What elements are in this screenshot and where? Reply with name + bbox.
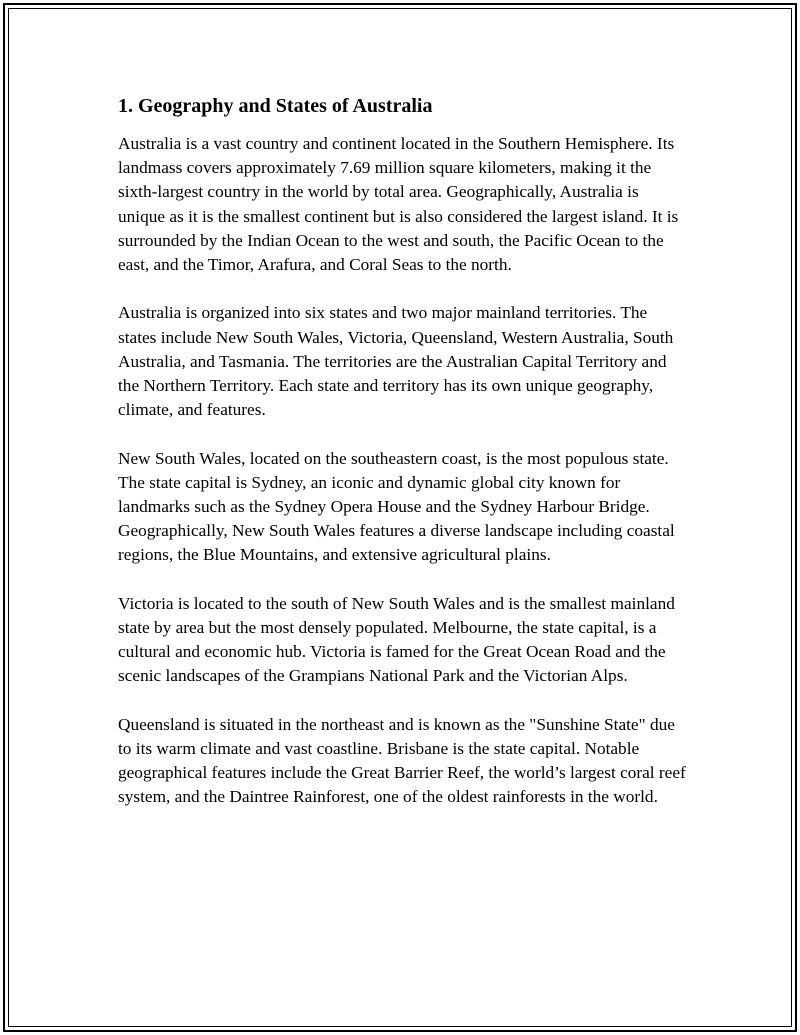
paragraph-victoria: Victoria is located to the south of New South Wales and is the smallest mainland state by area but the most densely populated. Melbourne, the state capital, is a cultural and economic hub. Victoria is famed for the Great Ocean Road and the scenic landscapes of the Grampians National Park and the Victorian Alps. <box>118 593 675 686</box>
section-heading: 1. Geography and States of Australia <box>118 95 433 117</box>
paragraph-australia-overview: Australia is a vast country and continent located in the Southern Hemisphere. Its landmass covers approximately 7.69 million square kilometers, making it the sixth-largest country in the world by total area. Geographically, Australia is unique as it is the smallest continent but is also considered the largest island. It is surrounded by the Indian Ocean to the west and south, the Pacific Ocean to the east, and the Timor, Arafura, and Coral Seas to the north. <box>118 134 679 275</box>
paragraph-states-territories: Australia is organized into six states and two major mainland territories. The states include New South Wales, Victoria, Queensland, Western Australia, South Australia, and Tasmania. The territories are the Australian Capital Territory and the Northern Territory. Each state and territory has its own unique geography, climate, and features. <box>118 303 674 420</box>
paragraph-queensland: Queensland is situated in the northeast and is known as the "Sunshine State" due to its warm climate and vast coastline. Brisbane is the state capital. Notable geographical features include the Great Barrier Reef, the world’s largest coral reef system, and the Daintree Rainforest, one of the oldest rainforests in the world. <box>118 714 686 807</box>
paragraph-new-south-wales: New South Wales, located on the southeastern coast, is the most populous state. The state capital is Sydney, an iconic and dynamic global city known for landmarks such as the Sydney Opera House and the Sydney Harbour Bridge. Geographically, New South Wales features a diverse landscape including coastal regions, the Blue Mountains, and extensive agricultural plains. <box>118 448 675 565</box>
document-body <box>118 94 686 834</box>
